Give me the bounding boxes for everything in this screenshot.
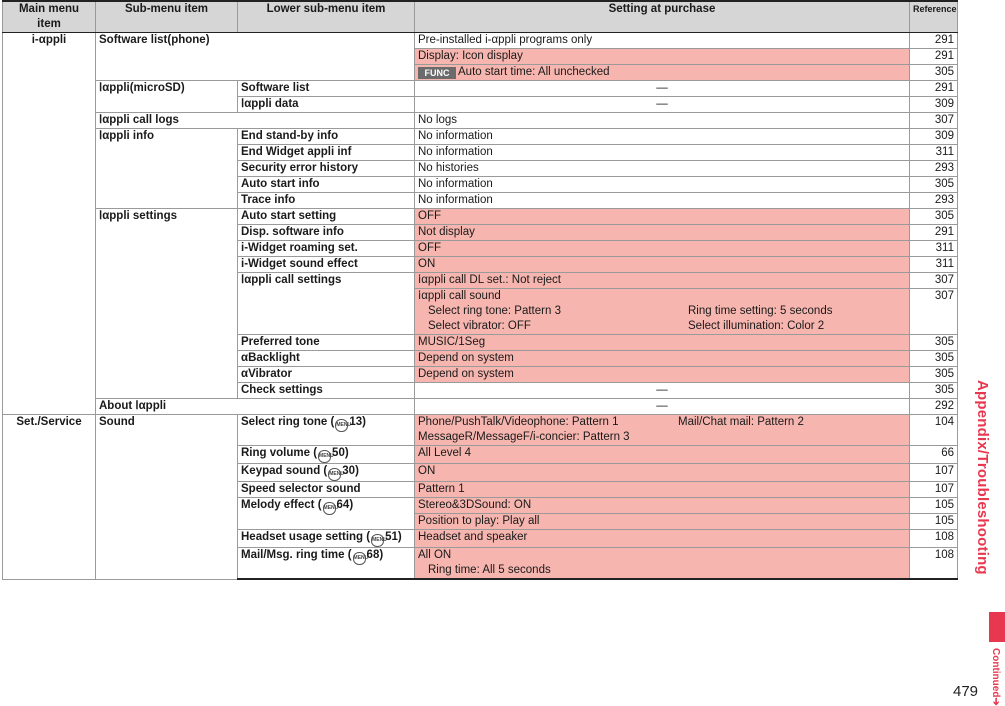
reference-cell: 307	[910, 273, 958, 289]
reference-cell: 107	[910, 464, 958, 482]
sub-menu-cell	[96, 209, 238, 399]
reference-cell: 108	[910, 548, 958, 580]
table-row	[3, 209, 958, 225]
appli-mark-icon: ⅰ	[241, 274, 245, 286]
appli-mark-icon: ⅰ	[241, 98, 245, 110]
setting-cell: Pattern 1	[415, 482, 910, 498]
table-header-row	[3, 1, 958, 33]
sub-menu-cell	[96, 113, 415, 129]
header-setting: Setting at purchase	[415, 1, 910, 33]
setting-title	[418, 289, 906, 304]
sub-menu-cell	[96, 81, 238, 113]
setting-cell	[415, 548, 910, 580]
lower-menu-cell: Disp. software info	[238, 225, 415, 241]
main-menu-cell: i-αppli	[3, 33, 96, 415]
sub-menu-cell: Sound	[96, 415, 238, 580]
setting-cell: Display: Icon display	[415, 49, 910, 65]
setting-line	[418, 415, 906, 430]
table-row	[3, 415, 958, 446]
section-marker	[989, 612, 1005, 642]
table-row	[3, 129, 958, 145]
lower-menu-cell: Auto start info	[238, 177, 415, 193]
lower-menu-label: Headset usage setting	[241, 531, 364, 543]
setting-cell: ON	[415, 464, 910, 482]
menu-key-icon: MENU	[318, 450, 331, 463]
lower-menu-cell: Speed selector sound	[238, 482, 415, 498]
appli-mark-icon: ⅰ	[99, 130, 103, 142]
lower-menu-cell: Trace info	[238, 193, 415, 209]
setting-cell: —	[415, 97, 910, 113]
section-tab-label: Appendix/Troubleshooting	[974, 380, 991, 575]
table-row	[3, 33, 958, 49]
setting-item: MessageR/MessageF/i-concier: Pattern 3	[418, 431, 630, 443]
appli-mark-icon: ⅰ	[418, 274, 422, 286]
reference-cell: 291	[910, 49, 958, 65]
reference-cell: 105	[910, 514, 958, 530]
setting-cell: No histories	[415, 161, 910, 177]
setting-cell	[415, 273, 910, 289]
setting-text: Auto start time: All unchecked	[458, 66, 610, 78]
lower-menu-label: Keypad sound	[241, 465, 321, 477]
lower-menu-label: αppli call settings	[244, 274, 342, 286]
continued-label: Continued➔	[990, 648, 1001, 706]
lower-menu-cell: i-Widget sound effect	[238, 257, 415, 273]
reference-cell: 305	[910, 177, 958, 193]
menu-key-icon: MENU	[328, 468, 341, 481]
setting-cell: —	[415, 399, 910, 415]
shortcut-number: 50	[332, 447, 345, 459]
lower-menu-cell: Software list	[238, 81, 415, 97]
lower-menu-cell: Mail/Msg. ring time ( MENU68)	[238, 548, 415, 580]
menu-key-icon: MENU	[323, 502, 336, 515]
lower-menu-cell: End stand-by info	[238, 129, 415, 145]
reference-cell: 311	[910, 241, 958, 257]
lower-menu-label: Ring volume	[241, 447, 311, 459]
setting-item: Select illumination: Color 2	[688, 320, 825, 332]
sub-menu-label: αppli call logs	[102, 114, 179, 126]
reference-cell: 292	[910, 399, 958, 415]
setting-cell: Not display	[415, 225, 910, 241]
sub-menu-cell: Software list(phone)	[96, 33, 415, 81]
setting-item: Phone/PushTalk/Videophone: Pattern 1	[418, 416, 619, 428]
reference-cell: 291	[910, 33, 958, 49]
setting-cell: Depend on system	[415, 367, 910, 383]
reference-cell: 305	[910, 351, 958, 367]
lower-menu-cell: Melody effect ( MENU64)	[238, 498, 415, 530]
lower-menu-cell: αBacklight	[238, 351, 415, 367]
header-reference: Reference	[910, 1, 958, 33]
setting-line	[418, 319, 906, 334]
lower-menu-label: Mail/Msg. ring time	[241, 549, 345, 561]
lower-menu-cell: Security error history	[238, 161, 415, 177]
lower-menu-cell: i-Widget roaming set.	[238, 241, 415, 257]
lower-menu-cell: Ring volume ( MENU50)	[238, 446, 415, 464]
reference-cell: 305	[910, 65, 958, 81]
reference-cell: 293	[910, 193, 958, 209]
table-row	[3, 113, 958, 129]
lower-menu-label: αppli data	[244, 98, 299, 110]
reference-cell: 307	[910, 289, 958, 335]
setting-cell: No information	[415, 193, 910, 209]
setting-cell: All Level 4	[415, 446, 910, 464]
reference-cell: 305	[910, 209, 958, 225]
setting-item: All ON	[418, 549, 452, 561]
sub-menu-cell	[96, 399, 415, 415]
lower-menu-cell: End Widget appli inf	[238, 145, 415, 161]
reference-cell: 291	[910, 81, 958, 97]
setting-title-text: αppli call sound	[421, 290, 501, 302]
reference-cell: 305	[910, 367, 958, 383]
appli-mark-icon: ⅰ	[135, 400, 139, 412]
setting-cell: OFF	[415, 209, 910, 225]
lower-menu-cell: Keypad sound ( MENU30)	[238, 464, 415, 482]
reference-cell: 108	[910, 530, 958, 548]
reference-cell: 307	[910, 113, 958, 129]
reference-cell: 107	[910, 482, 958, 498]
setting-cell: Depend on system	[415, 351, 910, 367]
settings-table	[2, 0, 958, 580]
setting-cell: OFF	[415, 241, 910, 257]
menu-key-icon: MENU	[371, 534, 384, 547]
setting-item: Ring time: All 5 seconds	[428, 564, 551, 576]
setting-item: Select ring tone: Pattern 3	[428, 305, 561, 317]
setting-cell: No logs	[415, 113, 910, 129]
setting-cell	[415, 289, 910, 335]
appli-mark-icon: ⅰ	[418, 290, 422, 302]
menu-key-icon: MENU	[335, 419, 348, 432]
appli-mark-icon: ⅰ	[99, 114, 103, 126]
reference-cell: 105	[910, 498, 958, 514]
header-sub-menu: Sub-menu item	[96, 1, 238, 33]
shortcut-number: 51	[385, 531, 398, 543]
table-row	[3, 399, 958, 415]
main-menu-cell: Set./Service	[3, 415, 96, 580]
sub-menu-label: αppli(microSD)	[102, 82, 185, 94]
sub-menu-cell	[96, 129, 238, 209]
setting-cell: Headset and speaker	[415, 530, 910, 548]
setting-cell: Stereo&3DSound: ON	[415, 498, 910, 514]
table-row	[3, 81, 958, 97]
reference-cell: 311	[910, 145, 958, 161]
lower-menu-cell: Headset usage setting ( MENU51)	[238, 530, 415, 548]
reference-cell: 305	[910, 383, 958, 399]
setting-cell	[415, 65, 910, 81]
lower-menu-label: Select ring tone	[241, 416, 328, 428]
shortcut-number: 30	[342, 465, 356, 477]
setting-cell: Position to play: Play all	[415, 514, 910, 530]
reference-cell: 104	[910, 415, 958, 446]
setting-item: Ring time setting: 5 seconds	[688, 305, 833, 317]
setting-cell: Pre-installed i-αppli programs only	[415, 33, 910, 49]
appli-mark-icon: ⅰ	[99, 210, 103, 222]
sub-menu-label: αppli	[138, 400, 167, 412]
setting-cell	[415, 415, 910, 446]
appli-mark-icon: ⅰ	[99, 82, 103, 94]
header-main-menu: Main menu item	[3, 1, 96, 33]
setting-cell: No information	[415, 145, 910, 161]
lower-menu-cell: Preferred tone	[238, 335, 415, 351]
setting-cell: —	[415, 383, 910, 399]
reference-cell: 293	[910, 161, 958, 177]
setting-text: αppli call DL set.: Not reject	[421, 274, 562, 286]
setting-item: Mail/Chat mail: Pattern 2	[678, 416, 804, 428]
shortcut-number: 68	[366, 549, 380, 561]
menu-key-icon: MENU	[353, 552, 366, 565]
lower-menu-label: Melody effect	[241, 499, 315, 511]
shortcut-number: 13	[349, 416, 363, 428]
sub-menu-prefix: About	[99, 400, 136, 412]
reference-cell: 66	[910, 446, 958, 464]
setting-line	[418, 304, 906, 319]
lower-menu-cell	[238, 273, 415, 335]
reference-cell: 305	[910, 335, 958, 351]
lower-menu-cell: Check settings	[238, 383, 415, 399]
reference-cell: 309	[910, 97, 958, 113]
reference-cell: 311	[910, 257, 958, 273]
reference-cell: 309	[910, 129, 958, 145]
shortcut-number: 64	[336, 499, 350, 511]
lower-menu-cell: Select ring tone ( MENU13)	[238, 415, 415, 446]
page-number: 479	[953, 683, 979, 700]
setting-cell: ON	[415, 257, 910, 273]
lower-menu-cell: Auto start setting	[238, 209, 415, 225]
header-lower-sub-menu: Lower sub-menu item	[238, 1, 415, 33]
setting-cell: No information	[415, 129, 910, 145]
setting-item: Select vibrator: OFF	[428, 320, 531, 332]
sub-menu-label: αppli info	[102, 130, 154, 142]
setting-cell: No information	[415, 177, 910, 193]
reference-cell: 291	[910, 225, 958, 241]
lower-menu-cell: αVibrator	[238, 367, 415, 383]
func-icon: FUNC	[418, 67, 456, 79]
setting-cell: MUSIC/1Seg	[415, 335, 910, 351]
setting-cell: —	[415, 81, 910, 97]
lower-menu-cell	[238, 97, 415, 113]
sub-menu-label: αppli settings	[102, 210, 177, 222]
